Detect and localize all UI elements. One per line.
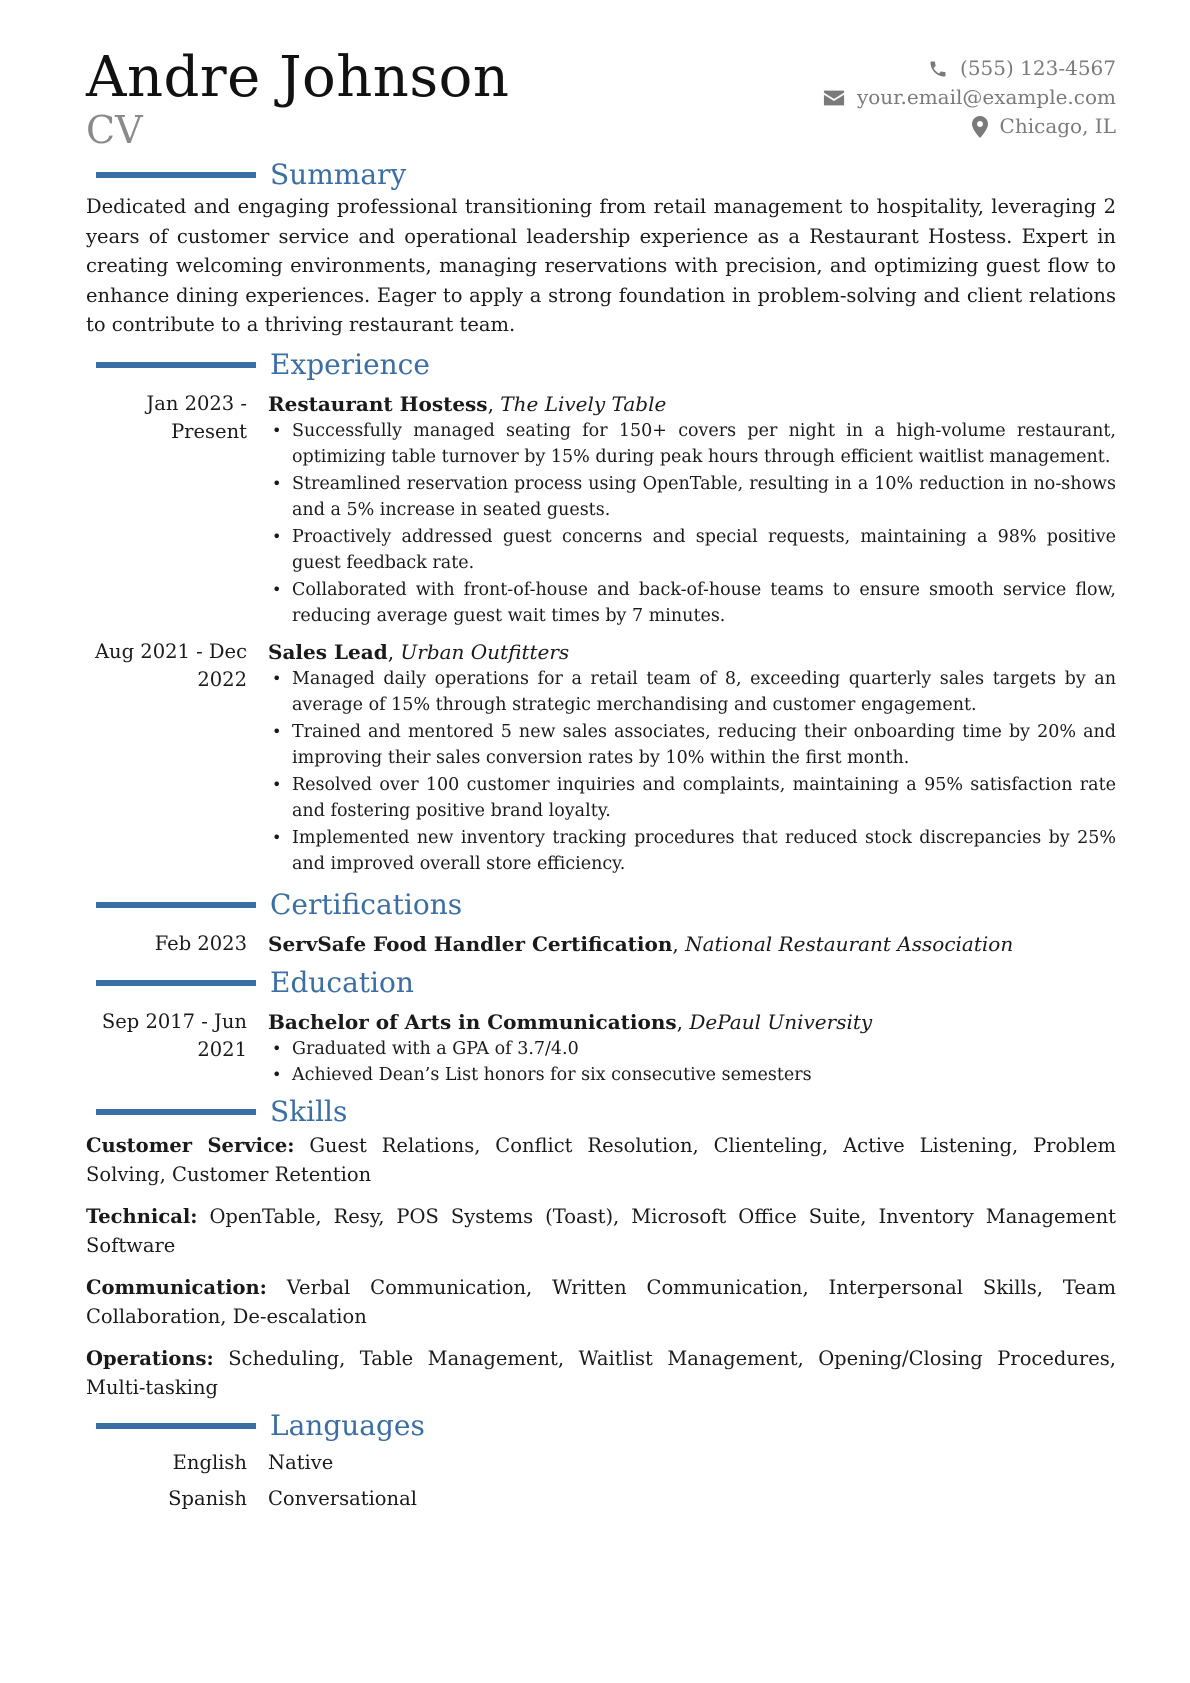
entry-title: Bachelor of Arts in Communications, DePaul University: [268, 1009, 873, 1034]
section-header-education: [86, 964, 1116, 1002]
language-name: English: [172, 1450, 247, 1474]
list-item: • Successfully managed seating for 150+ covers per night in a high-volume restaurant, optimizing table turnover by 15% during peak hours through efficient waitlist management.: [292, 418, 1116, 471]
job-org: The Lively Table: [500, 391, 667, 416]
job-role: Sales Lead: [268, 639, 388, 664]
language-row: [86, 1445, 1116, 1481]
section-bar: [96, 980, 256, 986]
skill-group-text: Verbal Communication, Written Communication, Interpersonal Skills, Team Collaboration, De-escalation: [86, 1275, 1116, 1328]
section-title: Summary: [270, 158, 407, 191]
list-item: • Graduated with a GPA of 3.7/4.0: [292, 1036, 1116, 1063]
section-header-languages: [86, 1407, 1116, 1445]
entry-date: Feb 2023: [154, 931, 247, 955]
contact-block: [823, 54, 1116, 141]
section-title: Skills: [270, 1094, 348, 1128]
contact-phone: [823, 54, 1116, 83]
job-org: Urban Outfitters: [400, 639, 570, 664]
email-text[interactable]: your.email@example.com: [856, 85, 1116, 109]
section-bar: [96, 1109, 256, 1115]
section-bar: [96, 902, 256, 908]
job-role: Restaurant Hostess: [268, 391, 488, 416]
language-row: [86, 1481, 1116, 1517]
map-pin-icon: [972, 116, 988, 138]
list-item: • Streamlined reservation process using OpenTable, resulting in a 10% reduction in no-shows and a 5% increase in seated guests.: [292, 471, 1116, 524]
list-item: • Collaborated with front-of-house and back-of-house teams to ensure smooth service flow, reducing average guest wait times by 7 minutes.: [292, 577, 1116, 630]
envelope-icon: [823, 89, 845, 107]
resume-page: [86, 44, 1116, 1517]
entry-date: Aug 2021 - Dec 2022: [94, 639, 247, 691]
phone-text: (555) 123-4567: [960, 56, 1116, 80]
language-level: Conversational: [268, 1486, 417, 1510]
skill-group-label: Communication:: [86, 1275, 267, 1299]
skill-group: [86, 1131, 1116, 1190]
bullet-list: [268, 1036, 1116, 1089]
skill-group: [86, 1273, 1116, 1332]
resume-header: [86, 44, 1116, 154]
section-header-certifications: [86, 886, 1116, 924]
education-entry: [86, 1008, 1116, 1089]
section-title: Experience: [270, 347, 430, 381]
contact-location: [823, 112, 1116, 141]
phone-icon: [928, 59, 948, 79]
skills-list: [86, 1131, 1116, 1403]
section-bar: [96, 172, 256, 178]
section-bar: [96, 362, 256, 368]
skill-group-text: Scheduling, Table Management, Waitlist Management, Opening/Closing Procedures, Multi-tasking: [86, 1346, 1117, 1399]
skill-group-label: Technical:: [86, 1204, 198, 1228]
entry-date: Jan 2023 - Present: [146, 391, 247, 443]
entry-body: [268, 930, 1116, 958]
list-item: • Trained and mentored 5 new sales associates, reducing their onboarding time by 20% and improving their sales conversion rates by 10% within the first month.: [292, 719, 1116, 772]
section-header-experience: [86, 346, 1116, 384]
list-item: • Achieved Dean’s List honors for six consecutive semesters: [292, 1062, 1116, 1089]
entry-body: [268, 638, 1116, 878]
skill-group-text: Guest Relations, Conflict Resolution, Clienteling, Active Listening, Problem Solving, Customer Retention: [86, 1133, 1116, 1186]
entry-date: Sep 2017 - Jun 2021: [101, 1009, 247, 1061]
school-name: DePaul University: [689, 1009, 873, 1034]
location-text: Chicago, IL: [999, 114, 1116, 138]
section-title: Languages: [270, 1408, 425, 1442]
section-bar: [96, 1423, 256, 1429]
list-item: • Managed daily operations for a retail team of 8, exceeding quarterly sales targets by an average of 15% through strategic merchandising and customer engagement.: [292, 666, 1116, 719]
section-header-skills: [86, 1093, 1116, 1131]
entry-body: [268, 1008, 1116, 1089]
summary-text: Dedicated and engaging professional transitioning from retail management to hospitality, leveraging 2 years of customer service and operational leadership experience as a Restaurant Hostess. Expert in creating welcoming environments, managing reservations with precision, and optimizing guest flow to enhance dining experiences. Eager to apply a strong foundation in problem-solving and client relations to contribute to a thriving restaurant team.: [86, 195, 1116, 336]
contact-email[interactable]: [823, 83, 1116, 112]
section-title: Education: [270, 965, 414, 999]
language-level: Native: [268, 1450, 334, 1474]
skill-group: [86, 1202, 1116, 1261]
skill-group: [86, 1344, 1116, 1403]
bullet-list: [268, 666, 1116, 878]
language-name: Spanish: [168, 1486, 247, 1510]
list-item: • Proactively addressed guest concerns and special requests, maintaining a 98% positive guest feedback rate.: [292, 524, 1116, 577]
experience-entry: [86, 390, 1116, 630]
experience-entry: [86, 638, 1116, 878]
certification-entry: [86, 930, 1116, 958]
certification-org: National Restaurant Association: [685, 931, 1014, 956]
certification-name: ServSafe Food Handler Certification: [268, 931, 673, 956]
section-header-summary: [86, 156, 1116, 194]
degree-name: Bachelor of Arts in Communications: [268, 1009, 677, 1034]
entry-title: Sales Lead, Urban Outfitters: [268, 639, 570, 664]
skill-group-text: OpenTable, Resy, POS Systems (Toast), Microsoft Office Suite, Inventory Management Software: [86, 1204, 1116, 1257]
skill-group-label: Operations:: [86, 1346, 214, 1370]
skill-group-label: Customer Service:: [86, 1133, 295, 1157]
entry-title: ServSafe Food Handler Certification, National Restaurant Association: [268, 931, 1014, 956]
document-subtitle: CV: [86, 108, 143, 152]
list-item: • Implemented new inventory tracking procedures that reduced stock discrepancies by 25% and improved overall store efficiency.: [292, 825, 1116, 878]
candidate-name: Andre Johnson: [86, 45, 510, 110]
bullet-list: [268, 418, 1116, 630]
entry-body: [268, 390, 1116, 630]
list-item: • Resolved over 100 customer inquiries and complaints, maintaining a 95% satisfaction rate and fostering positive brand loyalty.: [292, 772, 1116, 825]
section-title: Certifications: [270, 887, 463, 921]
entry-title: Restaurant Hostess, The Lively Table: [268, 391, 667, 416]
